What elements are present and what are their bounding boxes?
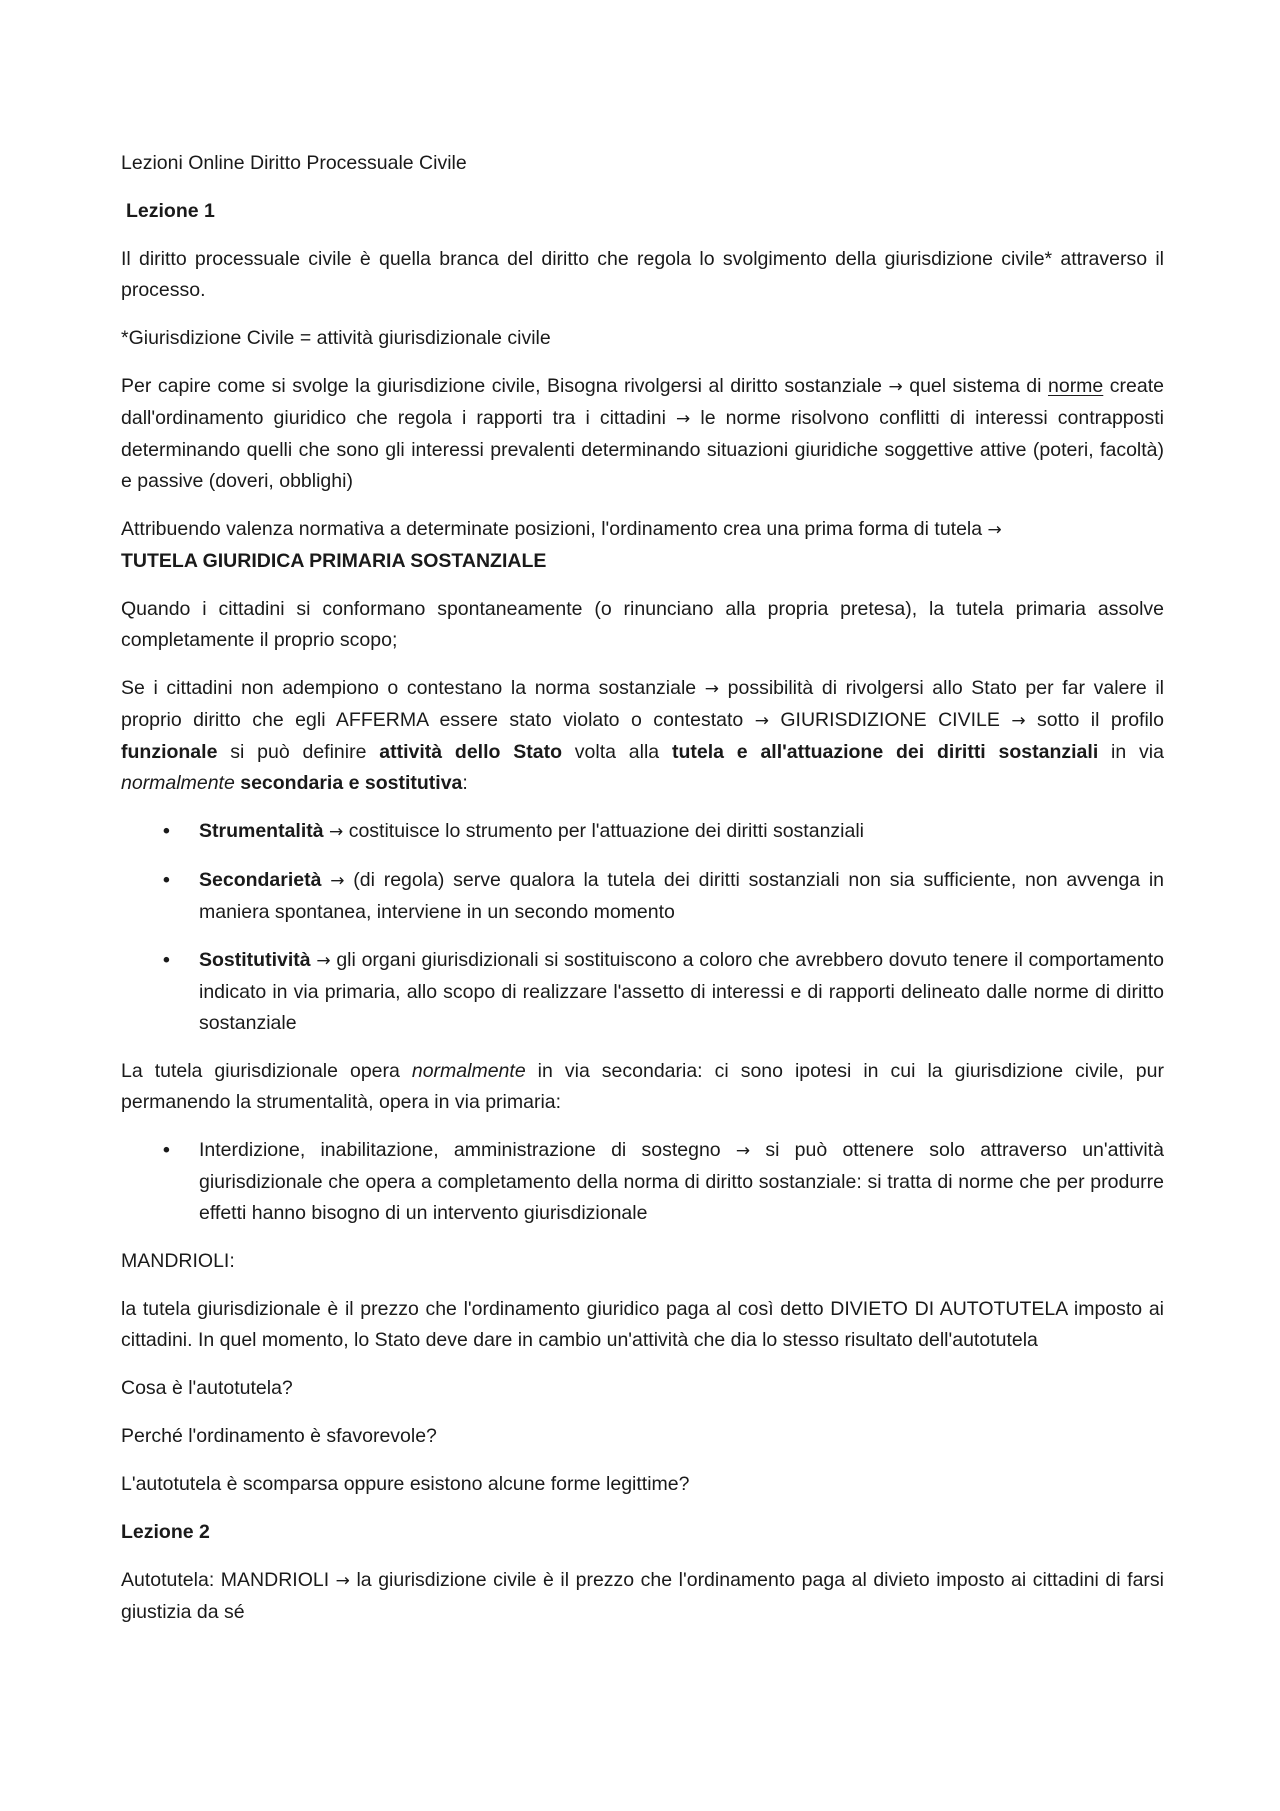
list-item <box>121 865 1164 928</box>
bold-term: secondaria e sostitutiva <box>240 772 463 794</box>
paragraph-mandrioli-label: MANDRIOLI: <box>121 1250 235 1272</box>
bullet-icon: • <box>163 1139 170 1161</box>
text: Se i cittadini non adempiono o contestano la norma sostanziale <box>121 677 705 699</box>
arrow-right-icon: → <box>316 951 331 971</box>
question-sfavorevole: Perché l'ordinamento è sfavorevole? <box>121 1425 437 1447</box>
text: Per capire come si svolge la giurisdizione civile, Bisogna rivolgersi al diritto sostanziale <box>121 375 889 397</box>
question-forme-legittime: L'autotutela è scomparsa oppure esistono alcune forme legittime? <box>121 1473 690 1495</box>
bold-term: Sostitutività <box>199 949 311 971</box>
text: in via secondaria: ci sono ipotesi in cui la giurisdizione civile, pur permanendo la strumentalità, opera in via primaria: <box>121 1060 1164 1113</box>
arrow-right-icon: → <box>329 822 344 842</box>
arrow-right-icon: → <box>676 409 691 429</box>
arrow-right-icon: → <box>1011 711 1026 731</box>
arrow-right-icon: → <box>704 679 720 699</box>
text: possibilità di rivolgersi allo Stato per far valere il proprio diritto che egli AFFERMA essere stato violato o contestato <box>121 677 1164 731</box>
text: gli organi giurisdizionali si sostituiscono a coloro che avrebbero dovuto tenere il comportamento indicato in via primaria, allo scopo di realizzare l'assetto di interessi e di rapporti delineato dalle norme di diritto sostanziale <box>199 949 1164 1034</box>
text: la giurisdizione civile è il prezzo che l'ordinamento paga al divieto imposto ai cittadini di farsi giustizia da sé <box>121 1569 1164 1623</box>
lesson-1-heading: Lezione 1 <box>126 200 215 222</box>
list-item <box>121 945 1164 1039</box>
text: si può ottenere solo attraverso un'attività giurisdizionale che opera a completamento della norma di diritto sostanziale: si tratta di norme che per produrre effetti hanno bisogno di un intervento giurisdizionale <box>199 1139 1164 1224</box>
question-autotutela: Cosa è l'autotutela? <box>121 1377 293 1399</box>
characteristics-list <box>121 816 1164 1039</box>
paragraph-diritto-sostanziale <box>121 371 1164 497</box>
text: : <box>462 772 468 794</box>
bullet-icon: • <box>163 949 170 971</box>
arrow-right-icon: → <box>330 871 345 891</box>
arrow-right-icon: → <box>335 1571 350 1591</box>
text: volta alla <box>561 741 672 763</box>
bold-term: Strumentalità <box>199 820 324 842</box>
primary-cases-list <box>121 1135 1164 1229</box>
paragraph-giurisdizione-civile <box>121 673 1164 799</box>
paragraph-conformano: Quando i cittadini si conformano spontaneamente (o rinunciano alla propria pretesa), la tutela primaria assolve completamente il proprio scopo; <box>121 598 1164 651</box>
arrow-right-icon: → <box>735 1141 751 1161</box>
underlined-term: norme <box>1048 375 1104 397</box>
arrow-right-icon: → <box>987 520 1002 540</box>
text: costituisce lo strumento per l'attuazione dei diritti sostanziali <box>343 820 865 842</box>
text: si può definire <box>217 741 380 763</box>
text: (di regola) serve qualora la tutela dei diritti sostanziali non sia sufficiente, non avvenga in maniera spontanea, interviene in un secondo momento <box>199 869 1164 923</box>
document-title: Lezioni Online Diritto Processuale Civile <box>121 152 467 174</box>
text: in via <box>1098 741 1164 763</box>
bullet-icon: • <box>163 820 170 842</box>
arrow-right-icon: → <box>888 377 903 397</box>
list-item <box>121 1135 1164 1229</box>
paragraph-definition: Il diritto processuale civile è quella branca del diritto che regola lo svolgimento della giurisdizione civile* attraverso il processo. <box>121 248 1164 301</box>
bullet-icon: • <box>163 869 170 891</box>
text: Attribuendo valenza normativa a determinate posizioni, l'ordinamento crea una prima forma di tutela <box>121 518 988 540</box>
list-item <box>121 816 1164 848</box>
paragraph-normalmente <box>121 1056 1164 1118</box>
document-page <box>121 148 1164 1645</box>
text: create dall'ordinamento giuridico che regola i rapporti tra i cittadini <box>121 375 1164 429</box>
bold-term: TUTELA GIURIDICA PRIMARIA SOSTANZIALE <box>121 550 547 572</box>
bold-term: Secondarietà <box>199 869 322 891</box>
paragraph-tutela-primaria <box>121 514 1164 577</box>
text: Interdizione, inabilitazione, amministrazione di sostegno <box>199 1139 736 1161</box>
text: sotto il profilo <box>1025 709 1164 731</box>
italic-term: normalmente <box>121 772 235 794</box>
text: quel sistema di <box>902 375 1048 397</box>
bold-term: tutela e all'attuazione dei diritti sostanziali <box>671 741 1099 763</box>
paragraph-divieto-autotutela: la tutela giurisdizionale è il prezzo che l'ordinamento giuridico paga al così detto DIVIETO DI AUTOTUTELA imposto ai cittadini. In quel momento, lo Stato deve dare in cambio un'attività che dia lo stesso risultato dell'autotutela <box>121 1298 1164 1351</box>
text: le norme risolvono conflitti di interessi contrapposti determinando quelli che sono gli interessi prevalenti determinando situazioni giuridiche soggettive attive (poteri, facoltà) e passive (doveri, obblighi) <box>121 407 1164 492</box>
bold-term: attività dello Stato <box>379 741 562 763</box>
lesson-2-heading: Lezione 2 <box>121 1521 210 1543</box>
italic-term: normalmente <box>411 1060 526 1082</box>
text: La tutela giurisdizionale opera <box>121 1060 412 1082</box>
arrow-right-icon: → <box>754 711 769 731</box>
bold-term: funzionale <box>121 741 218 763</box>
text: GIURISDIZIONE CIVILE <box>768 709 1012 731</box>
text: Autotutela: MANDRIOLI <box>121 1569 336 1591</box>
paragraph-footnote: *Giurisdizione Civile = attività giurisdizionale civile <box>121 327 551 349</box>
paragraph-autotutela-mandrioli <box>121 1565 1164 1628</box>
